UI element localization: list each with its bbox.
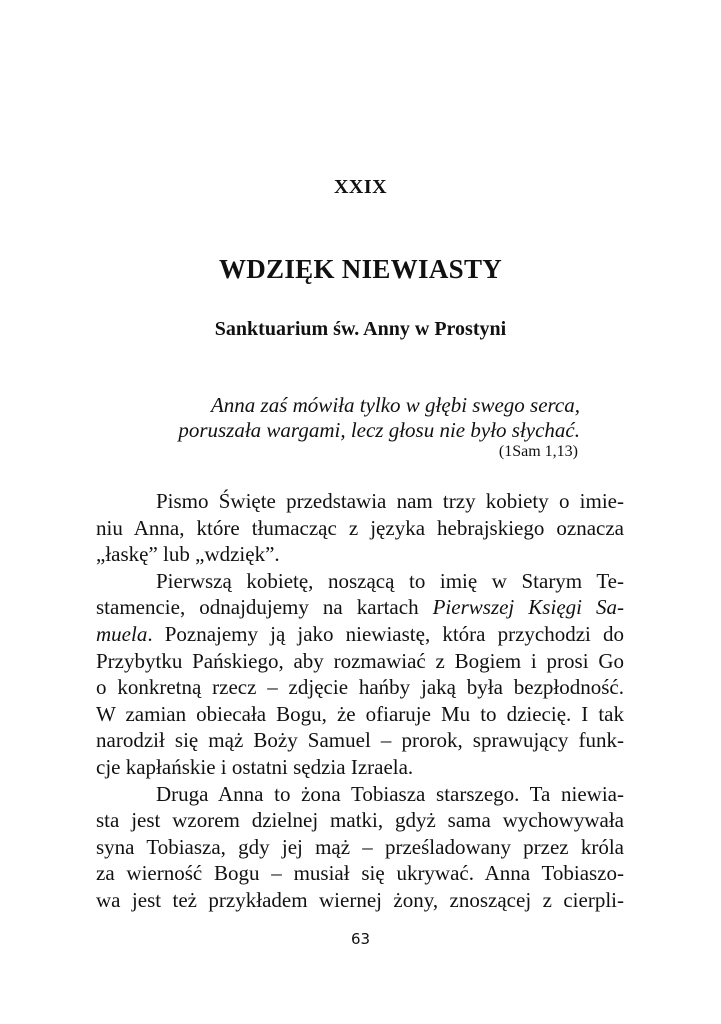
paragraph-line bbox=[96, 621, 624, 648]
chapter-number: XXIX bbox=[333, 176, 388, 198]
paragraph-line: syna Tobiasza, gdy jej mąż – prześladowany przez króla bbox=[96, 834, 624, 859]
paragraph-line: W zamian obiecała Bogu, że ofiaruje Mu to dziecię. I tak bbox=[96, 701, 624, 726]
text-run: stamencie, odnajdujemy na kartach bbox=[96, 595, 433, 620]
book-title-italic: muela bbox=[96, 621, 148, 646]
paragraph-line: cje kapłańskie i ostatni sędzia Izraela. bbox=[96, 754, 414, 779]
paragraph-line: sta jest wzorem dzielnej matki, gdyż sama wychowywała bbox=[96, 808, 624, 833]
paragraph-line: niu Anna, które tłumacząc z języka hebrajskiego oznacza bbox=[96, 515, 624, 540]
text-run: . Poznajemy ją jako niewiastę, która przychodzi do bbox=[147, 621, 624, 646]
paragraph-line: za wierność Bogu – musiał się ukrywać. Anna Tobiaszo- bbox=[96, 861, 624, 886]
chapter-title: WDZIĘK NIEWIASTY bbox=[218, 254, 503, 284]
paragraph-line bbox=[96, 594, 624, 621]
paragraph-line: „łaskę” lub „wdzięk”. bbox=[96, 542, 280, 567]
epigraph-line: Anna zaś mówiła tylko w głębi swego serca, bbox=[210, 393, 580, 417]
paragraph-line: Pismo Święte przedstawia nam trzy kobiety o imie- bbox=[156, 489, 624, 513]
paragraph-line: Druga Anna to żona Tobiasza starszego. Ta niewia- bbox=[156, 781, 624, 806]
paragraph-line: narodził się mąż Boży Samuel – prorok, sprawujący funk- bbox=[96, 728, 624, 753]
body-text bbox=[96, 488, 624, 914]
paragraph-line: o konkretną rzecz – zdjęcie hańby jaką była bezpłodność. bbox=[96, 675, 624, 700]
chapter-subtitle: Sanktuarium św. Anny w Prostyni bbox=[214, 318, 507, 340]
epigraph-line: poruszała wargami, lecz głosu nie było słychać. bbox=[178, 418, 580, 442]
page-number: 63 bbox=[350, 930, 371, 948]
paragraph-line: wa jest też przykładem wiernej żony, znoszącej z cierpli- bbox=[96, 887, 624, 912]
epigraph-quote bbox=[120, 393, 580, 443]
paragraph-line: Przybytku Pańskiego, aby rozmawiać z Bogiem i prosi Go bbox=[96, 648, 624, 673]
epigraph-reference: (1Sam 1,13) bbox=[498, 443, 578, 460]
paragraph-line: Pierwszą kobietę, noszącą to imię w Starym Te- bbox=[156, 568, 624, 593]
book-title-italic: Pierwszej Księgi Sa- bbox=[432, 595, 625, 620]
